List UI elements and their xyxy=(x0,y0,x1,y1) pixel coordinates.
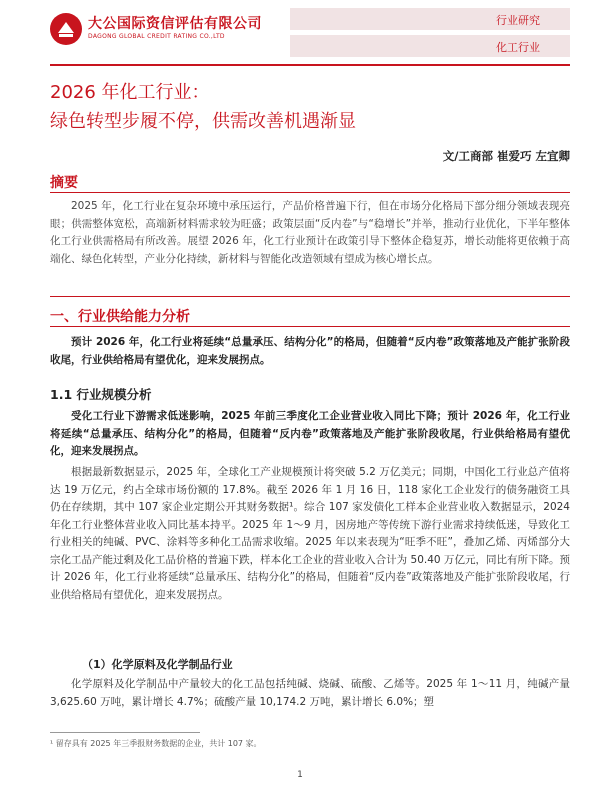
page-number: 1 xyxy=(297,770,303,780)
header-divider xyxy=(50,64,570,66)
footnote-rule xyxy=(50,732,200,733)
section11-heading: 1.1 行业规模分析 xyxy=(50,387,152,402)
brand-name-en: DAGONG GLOBAL CREDIT RATING CO.,LTD xyxy=(88,33,225,40)
report-industry: 化工行业 xyxy=(496,41,540,54)
subsection1-text: 化学原料及化学制品中产量较大的化工品包括纯碱、烧碱、硫酸、乙烯等。2025 年 1～11 月，纯碱产量 3,625.60 万吨，累计增长 4.7%；硫酸产量 10,174.2 万吨，累计增长 6.0%；塑 xyxy=(50,678,570,708)
author-line: 文/工商部 崔爱巧 左宜卿 xyxy=(442,149,570,163)
abstract-bottom-rule xyxy=(50,296,570,297)
footnote: ¹ 留存具有 2025 年三季报财务数据的企业，共计 107 家。 xyxy=(50,739,262,748)
page-title-line2: 绿色转型步履不停，供需改善机遇渐显 xyxy=(50,111,356,132)
brand-logo-icon xyxy=(50,13,82,45)
subsection1-heading: （1）化学原料及化学制品行业 xyxy=(82,658,233,671)
report-category: 行业研究 xyxy=(496,14,540,27)
abstract-heading: 摘要 xyxy=(50,175,78,191)
section11-body: 根据最新数据显示，2025 年，全球化工产业规模预计将突破 5.2 万亿美元；同期，中国化工行业总产值将达 19 万亿元，约占全球市场份额的 17.8%。截至 2026 年 1 月 16 日，118 家化工企业发行的债务融资工具仍在存续期，其中 107 家企业定期公开其财务数据¹。综合 107 家发债化工样本企业营业收入数据显示，2024 年化工行业整体营业收入同比基本持平。2025 年 1～9 月，因房地产等传统下游行业需求持续低迷，导致化工行业相关的纯碱、PVC、涂料等多种化工品需求收缩。2025 年以来表现为“旺季不旺”，叠加乙烯、丙烯部分大宗化工品产能过剩及化工品价格的普遍下跌，样本化工企业的营业收入合计为 50.40 万亿元，同比有所下降。预计 2026 年，化工行业将延续“总量承压、结构分化”的格局，但随着“反内卷”政策落地及产能扩张阶段收尾，行业供给格局有望优化，迎来发展拐点。 xyxy=(50,466,570,601)
abstract-top-rule xyxy=(50,192,570,193)
section11-lead: 受化工行业下游需求低迷影响，2025 年前三季度化工企业营业收入同比下降；预计 2026 年，化工行业将延续“总量承压、结构分化”的格局，但随着“反内卷”政策落地及产能扩张阶段收尾，行业供给格局有望优化，迎来发展拐点。 xyxy=(50,410,570,457)
section1-rule xyxy=(50,326,570,327)
page-title-line1: 2026 年化工行业： xyxy=(50,82,210,103)
section1-lead: 预计 2026 年，化工行业将延续“总量承压、结构分化”的格局，但随着“反内卷”政策落地及产能扩张阶段收尾，行业供给格局有望优化，迎来发展拐点。 xyxy=(50,336,570,366)
section1-heading: 一、行业供给能力分析 xyxy=(50,309,190,325)
page-header xyxy=(0,0,600,62)
abstract-text: 2025 年，化工行业在复杂环境中承压运行，产品价格普遍下行，但在市场分化格局下部分细分领域表现亮眼；供需整体宽松，高端新材料需求较为旺盛；政策层面“反内卷”与“稳增长”并举，推动行业优化，下半年整体化工行业供需格局有所改善。展望 2026 年，化工行业预计在政策引导下整体企稳复苏，增长动能将更依赖于高端化、绿色化转型，产业分化持续，新材料与智能化改造领域有望成为核心增长点。 xyxy=(50,200,570,265)
brand-name-cn: 大公国际资信评估有限公司 xyxy=(88,16,262,32)
